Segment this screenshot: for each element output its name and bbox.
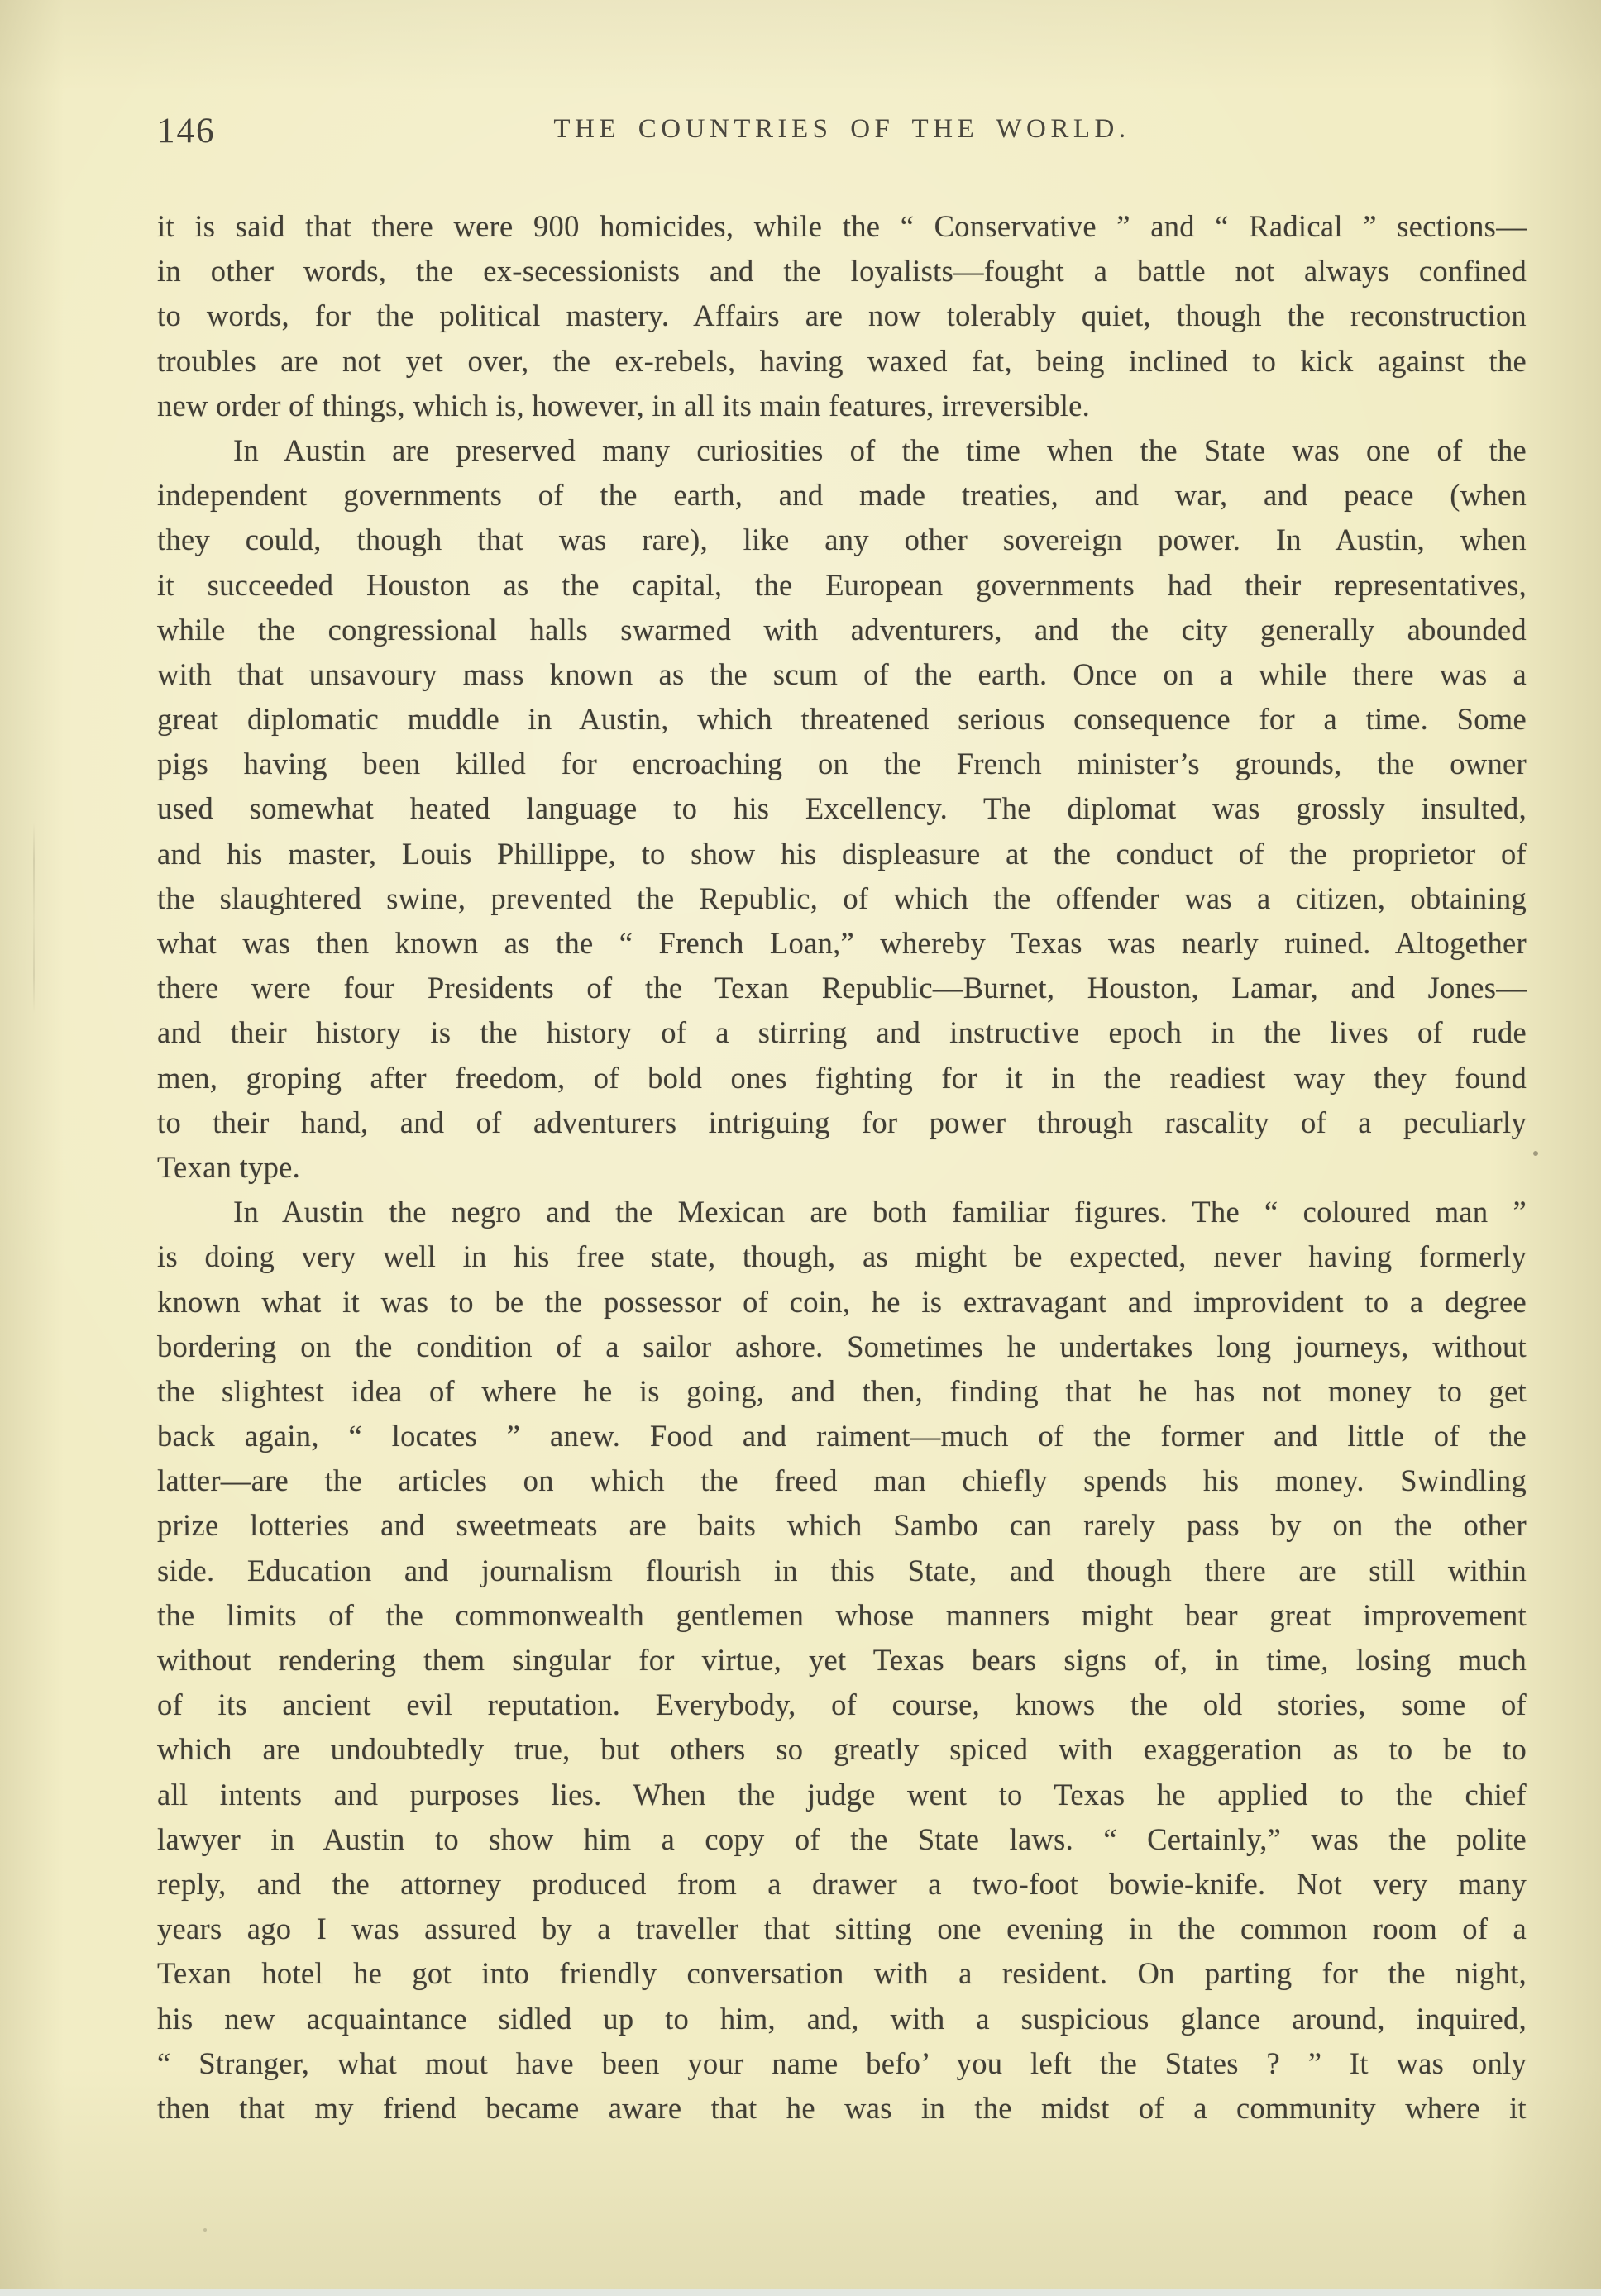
text-line: in other words, the ex-secessionists and the loyalists—fought a battle not always confined xyxy=(157,254,1527,289)
text-line: In Austin the negro and the Mexican are both familiar figures. The “ coloured man ” xyxy=(233,1195,1527,1229)
text-line: back again, “ locates ” anew. Food and raiment—much of the former and little of the xyxy=(157,1419,1527,1453)
text-line: to words, for the political mastery. Affairs are now tolerably quiet, though the reconstruction xyxy=(157,298,1527,333)
body-text-block xyxy=(157,204,1527,2131)
text-line: of its ancient evil reputation. Everybody, of course, knows the old stories, some of xyxy=(157,1687,1527,1722)
text-line: while the congressional halls swarmed with adventurers, and the city generally abounded xyxy=(157,612,1527,647)
text-line: to their hand, and of adventurers intriguing for power through rascality of a peculiarly xyxy=(157,1105,1527,1139)
text-line: pigs having been killed for encroaching on the French minister’s grounds, the owner xyxy=(157,747,1527,781)
text-line: latter—are the articles on which the freed man chiefly spends his money. Swindling xyxy=(157,1463,1527,1498)
text-line: is doing very well in his free state, though, as might be expected, never having formerly xyxy=(157,1239,1527,1274)
text-line: and their history is the history of a stirring and instructive epoch in the lives of rude xyxy=(157,1015,1527,1050)
text-line: In Austin are preserved many curiosities of the time when the State was one of the xyxy=(233,432,1527,467)
text-line: they could, though that was rare), like any other sovereign power. In Austin, when xyxy=(157,523,1527,557)
page-header xyxy=(157,107,1527,157)
text-line: the slightest idea of where he is going, and then, finding that he has not money to get xyxy=(157,1373,1527,1408)
ink-speck xyxy=(1533,1151,1538,1156)
text-line: then that my friend became aware that he was in the midst of a community where it xyxy=(157,2090,1527,2125)
page-number: 146 xyxy=(157,112,216,150)
text-line: new order of things, which is, however, in all its main features, irreversible. xyxy=(157,388,1091,422)
text-line: there were four Presidents of the Texan Republic—Burnet, Houston, Lamar, and Jones— xyxy=(157,971,1527,1005)
text-line: the limits of the commonwealth gentlemen whose manners might bear great improvement xyxy=(157,1597,1527,1632)
text-line: years ago I was assured by a traveller that sitting one evening in the common room of a xyxy=(157,1912,1527,1946)
text-line: great diplomatic muddle in Austin, which threatened serious consequence for a time. Some xyxy=(157,702,1527,737)
text-line: used somewhat heated language to his Excellency. The diplomat was grossly insulted, xyxy=(157,791,1527,826)
text-line: men, groping after freedom, of bold ones fighting for it in the readiest way they found xyxy=(157,1060,1527,1095)
ink-speck xyxy=(203,2228,207,2232)
text-line: side. Education and journalism flourish in this State, and though there are still within xyxy=(157,1553,1527,1587)
text-line: known what it was to be the possessor of coin, he is extravagant and improvident to a degree xyxy=(157,1284,1527,1319)
text-line: troubles are not yet over, the ex-rebels, having waxed fat, being inclined to kick against the xyxy=(157,343,1527,378)
text-line: it succeeded Houston as the capital, the European governments had their representatives, xyxy=(157,567,1527,602)
text-line: independent governments of the earth, and made treaties, and war, and peace (when xyxy=(157,478,1527,513)
text-line: all intents and purposes lies. When the judge went to Texas he applied to the chief xyxy=(157,1777,1527,1812)
text-line: with that unsavoury mass known as the scum of the earth. Once on a while there was a xyxy=(157,656,1527,691)
running-title: THE COUNTRIES OF THE WORLD. xyxy=(553,114,1130,144)
text-line: Texan hotel he got into friendly conversation with a resident. On parting for the night, xyxy=(157,1956,1527,1991)
text-line: bordering on the condition of a sailor ashore. Sometimes he undertakes long journeys, without xyxy=(157,1329,1527,1363)
text-line: reply, and the attorney produced from a drawer a two-foot bowie-knife. Not very many xyxy=(157,1866,1527,1901)
scan-bottom-strip xyxy=(0,2289,1601,2296)
text-line: “ Stranger, what mout have been your name befo’ you left the States ? ” It was only xyxy=(157,2045,1527,2080)
text-line: Texan type. xyxy=(157,1149,301,1184)
text-line: which are undoubtedly true, but others so greatly spiced with exaggeration as to be to xyxy=(157,1732,1527,1767)
scan-edge-artifact xyxy=(33,823,35,1013)
text-line: prize lotteries and sweetmeats are baits which Sambo can rarely pass by on the other xyxy=(157,1508,1527,1543)
text-line: what was then known as the “ French Loan,” whereby Texas was nearly ruined. Altogether xyxy=(157,926,1527,960)
text-line: it is said that there were 900 homicides, while the “ Conservative ” and “ Radical ” sections— xyxy=(157,209,1527,243)
text-line: the slaughtered swine, prevented the Republic, of which the offender was a citizen, obtaining xyxy=(157,881,1527,915)
text-line: his new acquaintance sidled up to him, and, with a suspicious glance around, inquired, xyxy=(157,2001,1527,2036)
text-line: without rendering them singular for virtue, yet Texas bears signs of, in time, losing much xyxy=(157,1643,1527,1677)
text-line: lawyer in Austin to show him a copy of the State laws. “ Certainly,” was the polite xyxy=(157,1821,1527,1856)
text-line: and his master, Louis Phillippe, to show his displeasure at the conduct of the proprietor of xyxy=(157,836,1527,871)
